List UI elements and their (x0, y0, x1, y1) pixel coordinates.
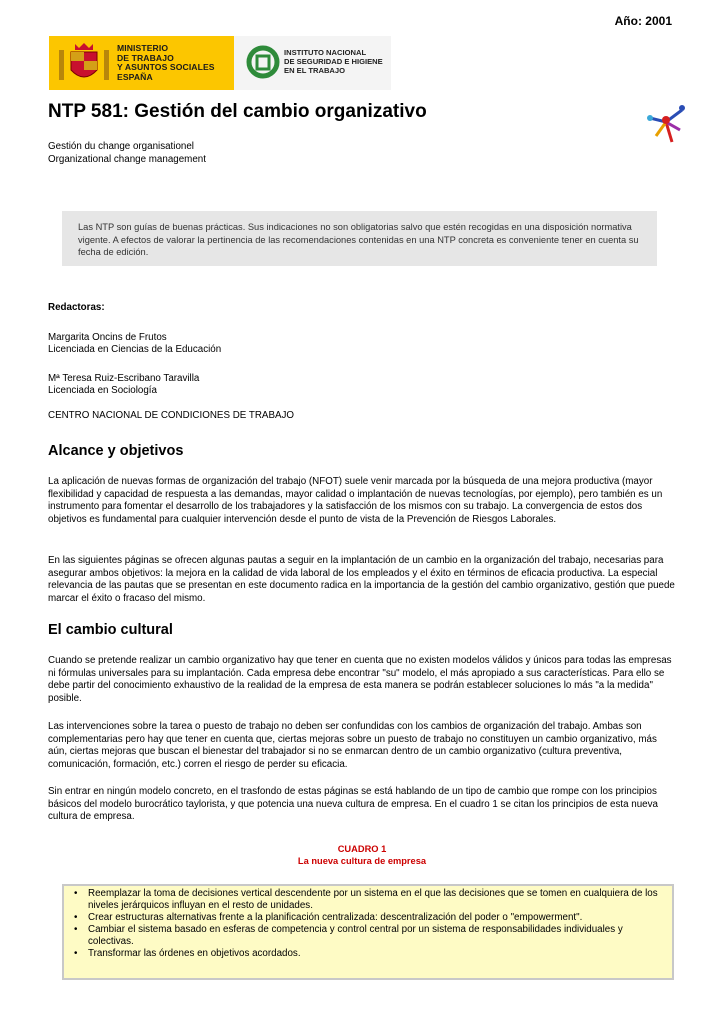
cuadro-title: La nueva cultura de empresa (297, 856, 427, 866)
subtitles (48, 141, 206, 166)
coat-of-arms-icon (55, 40, 113, 86)
bullet-icon: • (74, 923, 78, 935)
disclaimer-box (62, 211, 657, 266)
paragraph: Sin entrar en ningún modelo concreto, en el trasfondo de estas páginas se está hablando de un tipo de cambio que rompe con los principios básicos del modelo burocrático taylorista, y que potencia una nueva cultura de empresa. En el cuadro 1 se citan los principios de esta nueva cultura de empresa. (48, 786, 658, 823)
insht-logo-line: EN EL TRABAJO (284, 66, 346, 75)
author-name: Margarita Oncins de Frutos (48, 331, 167, 343)
author-title: Licenciada en Sociología (48, 385, 157, 397)
list-item-text: Transformar las órdenes en objetivos acordados. (88, 947, 301, 959)
authors-label: Redactoras: (48, 302, 105, 313)
subtitle-french: Gestión du change organisationel (48, 141, 194, 152)
insht-logo (234, 36, 391, 90)
list-item (74, 912, 664, 924)
author-title: Licenciada en Ciencias de la Educación (48, 344, 222, 356)
insht-logo-icon (246, 45, 280, 79)
ministry-logo-line: Y ASUNTOS SOCIALES (117, 62, 215, 72)
bullet-icon: • (74, 888, 78, 899)
list-item (74, 888, 664, 912)
figures-logo-icon (644, 100, 688, 148)
insht-logo-line: INSTITUTO NACIONAL (284, 48, 367, 57)
cuadro-list (74, 888, 664, 959)
page-title: NTP 581: Gestión del cambio organizativo (48, 101, 427, 122)
insht-logo-line: DE SEGURIDAD E HIGIENE (284, 57, 383, 66)
ministry-logo-line: DE TRABAJO (117, 52, 174, 63)
list-item (74, 924, 664, 948)
list-item-text: Cambiar el sistema basado en esferas de competencia y control central por un sistema de responsabilidades individuales y colectivas. (88, 923, 623, 947)
subtitle-english: Organizational change management (48, 153, 206, 165)
cuadro-label: CUADRO 1 (337, 844, 387, 854)
year-label: Año: 2001 (614, 14, 672, 28)
center-name: CENTRO NACIONAL DE CONDICIONES DE TRABAJO (48, 409, 295, 421)
disclaimer-text: Las NTP son guías de buenas prácticas. Sus indicaciones no son obligatorias salvo que estén recogidas en una disposición normativa vigente. A efectos de valorar la pertinencia de las recomendaciones contenidas en una NTP concreta es conveniente tener en cuenta su fecha de edición. (78, 222, 639, 258)
cuadro-box (62, 884, 674, 980)
bullet-icon: • (74, 947, 78, 959)
section-heading: Alcance y objetivos (48, 443, 184, 459)
bullet-icon: • (74, 911, 78, 923)
ministry-logo-line: ESPAÑA (117, 71, 153, 82)
ministry-logo-line: MINISTERIO (117, 43, 169, 53)
paragraph: Las intervenciones sobre la tarea o puesto de trabajo no deben ser confundidas con los cambios de organización del trabajo. Ambas son complementarias pero hay que tener en cuenta que, ciertas mejoras sobre un puesto de trabajo no constituyen un cambio organizativo, más aún, ciertas mejoras que buscan el bienestar del trabajador si no se enmarcan dentro de un cambio organizativo (cultura preventiva, comunicación, formación, etc.) corren el riesgo de perder su eficacia. (48, 721, 657, 771)
paragraph: La aplicación de nuevas formas de organización del trabajo (NFOT) suele venir marcada por la búsqueda de una mejora productiva (mayor flexibilidad y capacidad de respuesta a las demandas, mayor calidad o implantación de nuevas tecnologías, por ejemplo), pero también es un instrumento para fomentar el desarrollo de los trabajadores y la satisfacción de los mismos con su trabajo. La convergencia de estos dos objetivos es fundamental para cualquier intervención desde el punto de vista de la Prevención de Riesgos Laborales. (48, 476, 663, 526)
paragraph: En las siguientes páginas se ofrecen algunas pautas a seguir en la implantación de un cambio en la organización del trabajo, necesarias para asegurar ambos objetivos: la mejora en la calidad de vida laboral de los empleados y el éxito en términos de eficacia productiva. La especial relevancia de las pautas que se presentan en este documento radica en la importancia de la gestión del cambio organizativo, gestión que puede marcar el éxito o fracaso del mismo. (48, 555, 675, 605)
list-item (74, 948, 664, 960)
author-name: Mª Teresa Ruiz-Escribano Taravilla (48, 372, 200, 384)
paragraph: Cuando se pretende realizar un cambio organizativo hay que tener en cuenta que no existen modelos válidos y únicos para todas las empresas ni fórmulas universales para su implantación. Cada empresa debe encontrar "su" modelo, el más apropiado a sus características. Para ello se debe partir del conocimiento exhaustivo de la realidad de la empresa de esta manera se podrán establecer soluciones lo más "a la medida" posible. (48, 655, 672, 705)
list-item-text: Reemplazar la toma de decisiones vertical descendente por un sistema en el que las decisiones que se tomen en cualquiera de los niveles jerárquicos influyan en el resto de unidades. (88, 888, 658, 911)
authors-block (48, 302, 294, 423)
section-heading: El cambio cultural (48, 622, 173, 638)
list-item-text: Crear estructuras alternativas frente a la planificación centralizada: descentralización del poder o "empowerment". (88, 911, 583, 923)
ministry-logo (49, 36, 234, 90)
